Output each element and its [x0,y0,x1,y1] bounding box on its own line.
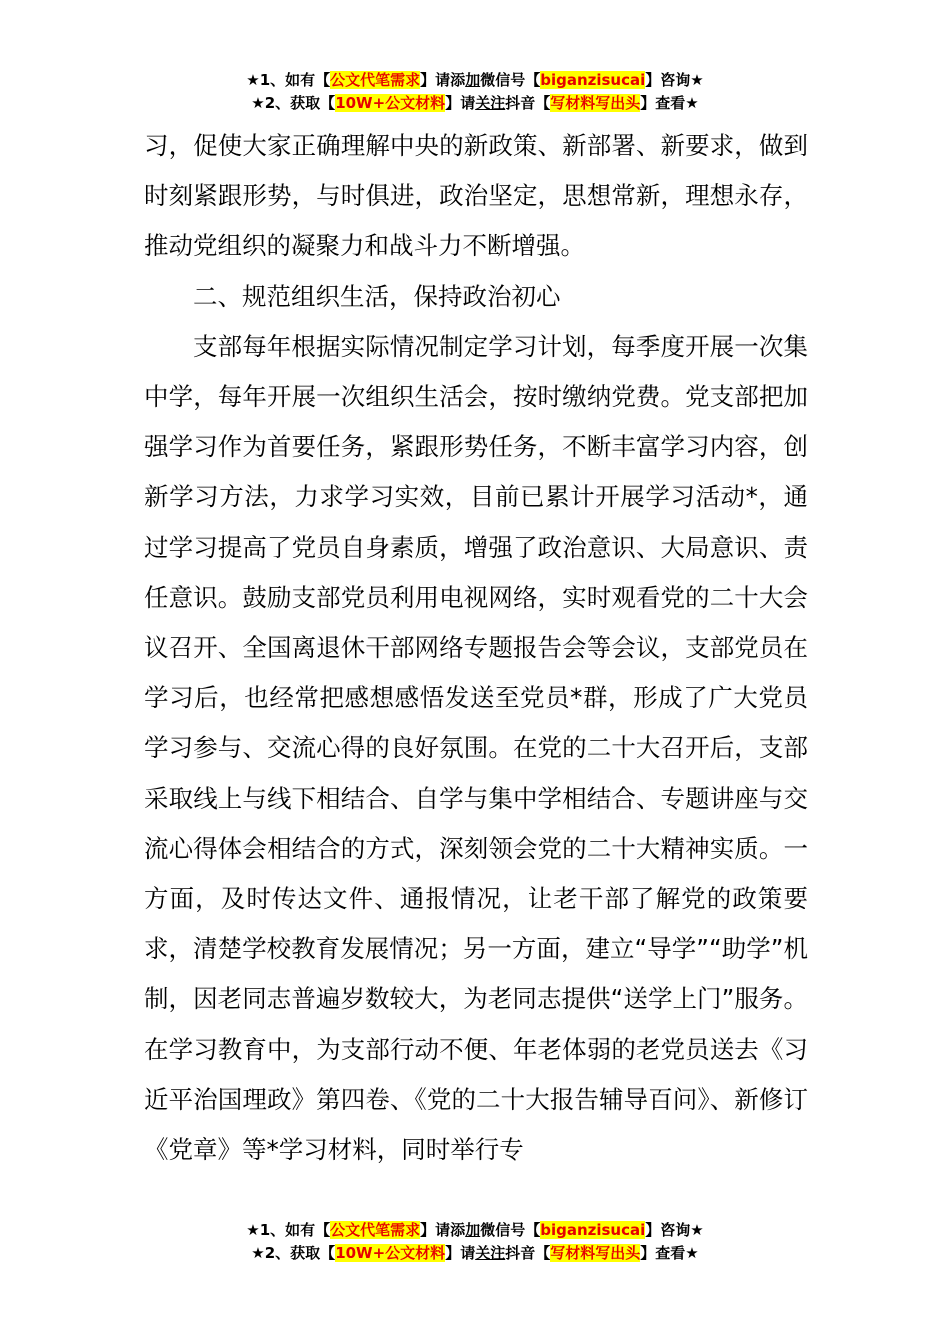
banner-line-1 [0,69,950,92]
banner-text: 】查看★ [640,1244,699,1262]
banner-text: 】请添 [420,1221,466,1239]
highlight-service: 公文代笔需求 [330,1221,421,1239]
highlight-wechat-id: biganzisucai [540,1221,646,1239]
banner-text: 微信号【 [480,71,541,89]
paragraph-continued: 习，促使大家正确理解中央的新政策、新部署、新要求，做到时刻紧跟形势，与时俱进，政治坚定，思想常新，理想永存，推动党组织的凝聚力和战斗力不断增强。 [144,131,808,261]
banner-text: 】咨询★ [645,1221,704,1239]
paragraph: 支部每年根据实际情况制定学习计划，每季度开展一次集中学，每年开展一次组织生活会，按时缴纳党费。党支部把加强学习作为首要任务，紧跟形势任务，不断丰富学习内容，创新学习方法，力求学习实效，目前已累计开展学习活动*，通过学习提高了党员自身素质，增强了政治意识、大局意识、责任意识。鼓励支部党员利用电视网络，实时观看党的二十大会议召开、全国离退休干部网络专题报告会等会议，支部党员在学习后，也经常把感想感悟发送至党员*群，形成了广大党员学习参与、交流心得的良好氛围。在党的二十大召开后，支部采取线上与线下相结合、自学与集中学相结合、专题讲座与交流心得体会相结合的方式，深刻领会党的二十大精神实质。一方面，及时传达文件、通报情况，让老干部了解党的政策要求，清楚学校教育发展情况；另一方面，建立“导学”“助学”机制，因老同志普遍岁数较大，为老同志提供“送学上门”服务。在学习教育中，为支部行动不便、年老体弱的老党员送去《习近平治国理政》第四卷、《党的二十大报告辅导百问》、新修订《党章》等*学习材料，同时举行专 [144,331,808,1165]
banner-text: 】请 [445,1244,476,1262]
banner-text: 】查看★ [640,94,699,112]
highlight-douyin-id: 写材料写出头 [550,94,641,112]
banner-text: 微信号【 [480,1221,541,1239]
banner-text: ★2、获取【 [251,94,336,112]
banner-text: 加 [465,71,481,89]
banner-text: ★1、如有【 [246,71,331,89]
highlight-materials: 10W+公文材料 [335,94,446,112]
highlight-materials: 10W+公文材料 [335,1244,446,1262]
header-banner [0,69,950,115]
banner-text: 】咨询★ [645,71,704,89]
highlight-douyin-id: 写材料写出头 [550,1244,641,1262]
banner-text: 】请添 [420,71,466,89]
banner-line-1 [0,1219,950,1242]
footer-banner [0,1219,950,1265]
banner-text: 抖音【 [505,94,551,112]
banner-line-2 [0,1242,950,1265]
banner-text: 加 [465,1221,481,1239]
document-body [144,121,808,1175]
highlight-wechat-id: biganzisucai [540,71,646,89]
banner-text: 关注 [475,1244,506,1262]
banner-text: 】请 [445,94,476,112]
banner-line-2 [0,92,950,115]
banner-text: 关注 [475,94,506,112]
banner-text: ★1、如有【 [246,1221,331,1239]
banner-text: 抖音【 [505,1244,551,1262]
section-heading: 二、规范组织生活，保持政治初心 [193,281,561,311]
banner-text: ★2、获取【 [251,1244,336,1262]
highlight-service: 公文代笔需求 [330,71,421,89]
